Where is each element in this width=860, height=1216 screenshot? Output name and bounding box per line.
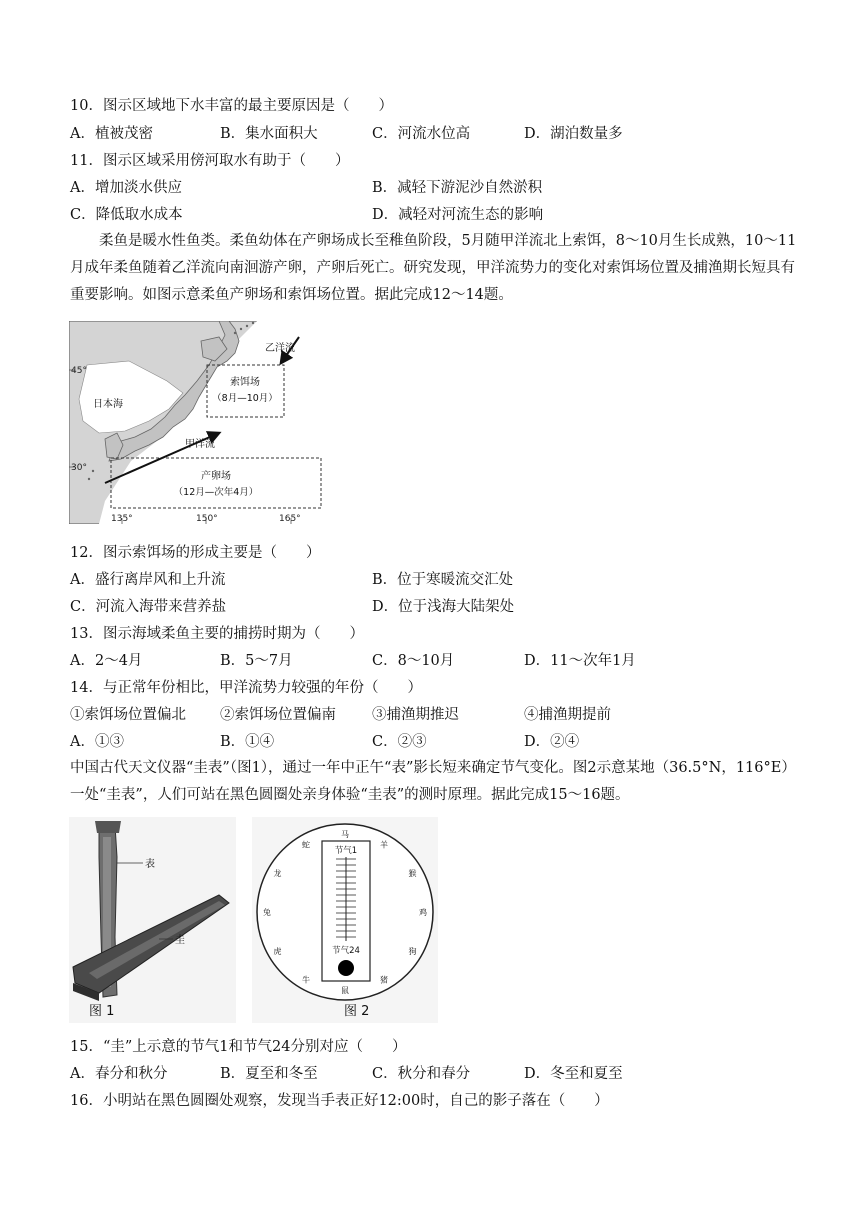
- feeding-ground-title: 索饵场: [230, 377, 260, 388]
- q12-option-d: D．位于浅海大陆架处: [372, 599, 515, 615]
- q13-option-d: D．11～次年1月: [524, 653, 636, 669]
- spawning-ground-period: （12月—次年4月）: [173, 487, 259, 498]
- hour-label: 牛: [302, 975, 310, 985]
- q15-option-d: D．冬至和夏至: [524, 1066, 623, 1082]
- q11-option-a: A．增加淡水供应: [70, 180, 182, 196]
- q16-stem: 16．小明站在黑色圆圈处观察，发现当手表正好12:00时，自己的影子落在（ ）: [70, 1093, 609, 1109]
- q14-stem: 14．与正常年份相比，甲洋流势力较强的年份（ ）: [70, 680, 422, 696]
- q14-option-b: B．①④: [220, 734, 275, 750]
- hour-label: 蛇: [302, 840, 310, 850]
- q13-option-a: A．2～4月: [70, 653, 143, 669]
- lat-45-label: 45°: [71, 366, 87, 376]
- q12-option-b: B．位于寒暖流交汇处: [372, 572, 514, 588]
- current-a-label: 甲洋流: [185, 439, 215, 450]
- q15-option-b: B．夏至和冬至: [220, 1066, 318, 1082]
- q12-option-a: A．盛行离岸风和上升流: [70, 572, 226, 588]
- q10-option-c: C．河流水位高: [372, 126, 471, 142]
- q13-option-b: B．5～7月: [220, 653, 293, 669]
- q10-option-b: B．集水面积大: [220, 126, 318, 142]
- q13-option-c: C．8～10月: [372, 653, 455, 669]
- q15-stem: 15．“圭”上示意的节气1和节气24分别对应（ ）: [70, 1039, 407, 1055]
- feeding-ground-period: （8月—10月）: [212, 393, 278, 404]
- q14-option-c: C．②③: [372, 734, 427, 750]
- q10-option-a: A．植被茂密: [70, 126, 153, 142]
- q13-stem: 13．图示海域柔鱼主要的捕捞时期为（ ）: [70, 626, 364, 642]
- lon-135-label: 135°: [111, 514, 133, 524]
- lon-150-label: 150°: [196, 514, 218, 524]
- q14-item-2: ②索饵场位置偏南: [220, 707, 336, 723]
- hour-label: 猪: [380, 975, 388, 985]
- hour-label: 兔: [263, 908, 271, 917]
- q15-option-c: C．秋分和春分: [372, 1066, 471, 1082]
- hour-label: 龙: [273, 869, 282, 878]
- term-1-label: 节气1: [334, 846, 358, 856]
- current-b-label: 乙洋流: [265, 343, 295, 354]
- q14-option-a: A．①③: [70, 734, 124, 750]
- hour-label: 马: [341, 830, 349, 839]
- q11-stem: 11．图示区域采用傍河取水有助于（ ）: [70, 153, 350, 169]
- figure-2-dial: [252, 817, 438, 1023]
- q14-item-1: ①索饵场位置偏北: [70, 707, 186, 723]
- q14-option-d: D．②④: [524, 734, 580, 750]
- q11-option-d: D．减轻对河流生态的影响: [372, 207, 544, 223]
- q10-option-d: D．湖泊数量多: [524, 126, 623, 142]
- q11-option-b: B．减轻下游泥沙自然淤积: [372, 180, 543, 196]
- q14-item-4: ④捕渔期提前: [524, 707, 611, 723]
- q12-option-c: C．河流入海带来营养盐: [70, 599, 227, 615]
- spawning-ground-title: 产卵场: [201, 471, 231, 482]
- gui-label: 圭: [175, 935, 185, 946]
- term-24-label: 节气24: [332, 946, 360, 956]
- lon-165-label: 165°: [279, 514, 301, 524]
- squid-map: [69, 321, 337, 524]
- hour-label: 鸡: [419, 908, 427, 917]
- figure-1-guibiao-photo: [69, 817, 236, 1023]
- q15-option-a: A．春分和秋分: [70, 1066, 168, 1082]
- hour-label: 狗: [408, 947, 417, 956]
- hour-label: 虎: [273, 947, 282, 956]
- figure-1-caption: 图 1: [89, 1004, 115, 1019]
- lat-30-label: 30°: [71, 463, 87, 473]
- q12-stem: 12．图示索饵场的形成主要是（ ）: [70, 545, 321, 561]
- biao-label: 表: [145, 859, 155, 870]
- q10-stem: 10．图示区域地下水丰富的最主要原因是（ ）: [70, 98, 393, 114]
- passage-guibiao: 中国古代天文仪器“圭表”（图1），通过一年中正午“表”影长短来确定节气变化。图2示意某地（36.5°N，116°E）一处“圭表”，人们可站在黑色圆圈处亲身体验“圭表”的测时原理。据此完成15～16题。: [70, 760, 796, 803]
- sea-of-japan-label: 日本海: [93, 399, 123, 410]
- passage-squid: 柔鱼是暖水性鱼类。柔鱼幼体在产卵场成长至稚鱼阶段，5月随甲洋流北上索饵，8～10月生长成熟，10～11月成年柔鱼随着乙洋流向南洄游产卵，产卵后死亡。研究发现，甲洋流势力的变化对索饵场位置及捕渔期长短具有重要影响。如图示意柔鱼产卵场和索饵场位置。据此完成12～14题。: [70, 233, 797, 303]
- hour-label: 羊: [380, 840, 388, 850]
- hour-label: 鼠: [341, 986, 349, 995]
- figure-2-caption: 图 2: [344, 1004, 370, 1019]
- q11-option-c: C．降低取水成本: [70, 207, 183, 223]
- hour-label: 猴: [408, 869, 417, 878]
- standing-circle: [338, 960, 354, 976]
- q14-item-3: ③捕渔期推迟: [372, 707, 459, 723]
